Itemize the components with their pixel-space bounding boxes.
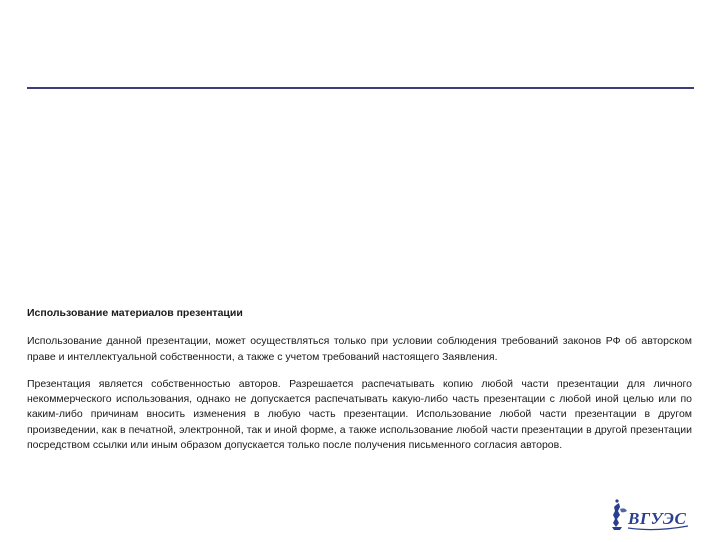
header-divider [27,87,694,89]
vguies-logo-icon [610,497,696,537]
usage-notice [27,307,692,465]
notice-paragraph-1: Использование данной презентации, может осуществляться только при условии соблюдения требований законов РФ об авторском праве и интеллектуальной собственности, а также с учетом требований настоящего Заявления. [27,335,692,363]
logo-text: ВГУЭС [628,509,687,528]
notice-title: Использование материалов презентации [27,307,243,319]
notice-paragraph-2: Презентация является собственностью авторов. Разрешается распечатывать копию любой части презентации для личного некоммерческого использования, однако не допускается распечатывать какую-либо часть презентации с любой иной целью или по каким-либо причинам вносить изменения в любую часть презентации. Использование любой части презентации в другом произведении, как в печатной, электронной, так и иной форме, а также использование любой части презентации в другой презентации посредством ссылки или иным образом допускается только после получения письменного согласия авторов. [27,378,692,451]
university-logo [610,497,696,537]
